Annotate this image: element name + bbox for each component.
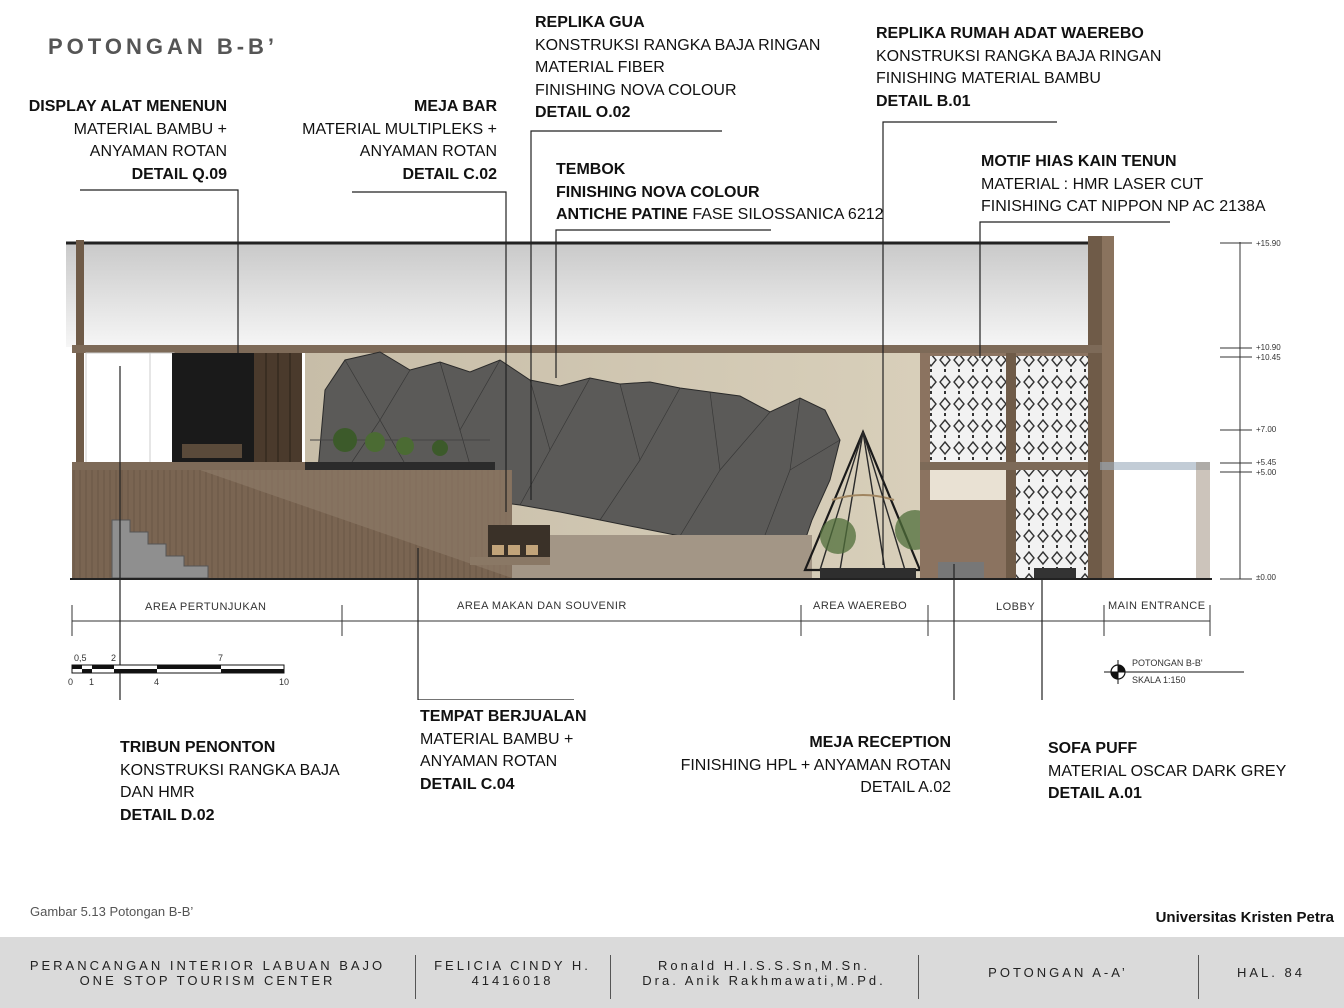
level-label: +10.45: [1256, 353, 1281, 362]
label-line: MATERIAL : HMR LASER CUT: [981, 175, 1204, 193]
level-label: +5.00: [1256, 468, 1277, 477]
label-detail: DETAIL C.02: [402, 165, 497, 183]
dining-floor: [512, 535, 812, 578]
scale-bar-label: 0,5: [74, 653, 87, 663]
figure-caption: Gambar 5.13 Potongan B-B’: [30, 904, 194, 919]
label-line: FASE SILOSSANICA 6212: [692, 206, 884, 223]
label-line: FINISHING HPL + ANYAMAN ROTAN: [680, 756, 951, 774]
label-heading: DISPLAY ALAT MENENUN: [28, 98, 227, 115]
footer-project-line: ONE STOP TOURISM CENTER: [79, 972, 336, 988]
scale-bar-label: 1: [89, 677, 95, 687]
zone-area-makan: AREA MAKAN DAN SOUVENIR: [457, 600, 627, 612]
label-tempat-berjualan: [420, 706, 587, 796]
zone-area-pertunjukan: AREA PERTUNJUKAN: [145, 601, 267, 613]
section-mark-scale: SKALA 1:150: [1132, 675, 1186, 685]
label-line: MATERIAL OSCAR DARK GREY: [1048, 762, 1287, 780]
footer-project-line: PERANCANGAN INTERIOR LABUAN BAJO: [29, 957, 386, 973]
label-heading: MEJA RECEPTION: [809, 734, 951, 751]
label-line: MATERIAL BAMBU +: [73, 120, 227, 138]
level-label: ±0.00: [1256, 573, 1276, 582]
label-line: FINISHING NOVA COLOUR: [535, 81, 737, 99]
label-tribun-penonton: [120, 737, 340, 827]
footer-advisors: [610, 937, 918, 1008]
label-line: ANYAMAN ROTAN: [89, 143, 227, 160]
scale-bar-label: 7: [218, 653, 224, 663]
label-line: DAN HMR: [120, 784, 195, 801]
scale-bar-label: 4: [154, 677, 160, 687]
label-heading: MEJA BAR: [414, 98, 497, 115]
label-heading: TEMBOK: [556, 161, 626, 178]
display-area: [86, 353, 302, 463]
university-name: Universitas Kristen Petra: [1155, 909, 1334, 926]
label-line: ANYAMAN ROTAN: [420, 753, 558, 770]
label-heading: TRIBUN PENONTON: [120, 739, 276, 756]
scale-bar-label: 10: [279, 677, 290, 687]
entrance-frame: [1196, 462, 1210, 578]
lobby-block: [920, 353, 1088, 578]
floor-beam-mid: [72, 462, 305, 470]
zone-area-waerebo: AREA WAEREBO: [813, 600, 908, 612]
label-line: FINISHING MATERIAL BAMBU: [876, 70, 1101, 87]
zone-lobby: LOBBY: [996, 601, 1036, 613]
section-mark-name: POTONGAN B-B': [1132, 658, 1203, 668]
label-heading: TEMPAT BERJUALAN: [420, 708, 587, 725]
label-line: KONSTRUKSI RANGKA BAJA RINGAN: [876, 47, 1162, 65]
label-heading: REPLIKA GUA: [535, 14, 645, 31]
label-heading: MOTIF HIAS KAIN TENUN: [981, 153, 1177, 170]
label-detail: DETAIL C.04: [420, 775, 515, 793]
footer-advisor: Dra. Anik Rakhmawati,M.Pd.: [642, 972, 886, 988]
label-line: MATERIAL MULTIPLEKS +: [302, 120, 497, 138]
footer-student-name: FELICIA CINDY H.: [434, 957, 591, 973]
level-label: +10.90: [1256, 343, 1281, 352]
level-label: +15.90: [1256, 239, 1281, 248]
footer-project: [0, 937, 415, 1008]
footer-student: [415, 937, 610, 1008]
level-axis: [1220, 242, 1252, 579]
label-detail: DETAIL Q.09: [131, 165, 227, 183]
label-line: FINISHING CAT NIPPON NP AC 2138A: [981, 198, 1266, 215]
label-line: KONSTRUKSI RANGKA BAJA RINGAN: [535, 36, 821, 54]
floor-beam-upper: [72, 345, 1102, 353]
label-line: MATERIAL BAMBU +: [420, 730, 574, 748]
entrance-canopy: [1100, 462, 1210, 470]
label-heading: SOFA PUFF: [1048, 740, 1138, 757]
label-line: KONSTRUKSI RANGKA BAJA: [120, 761, 340, 779]
label-heading: REPLIKA RUMAH ADAT WAEREBO: [876, 25, 1144, 42]
label-line: DETAIL A.02: [860, 779, 951, 796]
label-line: MATERIAL FIBER: [535, 59, 665, 76]
label-detail: DETAIL B.01: [876, 92, 971, 110]
label-line: FINISHING NOVA COLOUR: [556, 183, 760, 201]
footer-page: HAL. 84: [1237, 965, 1305, 980]
footer-advisor: Ronald H.I.S.S.Sn,M.Sn.: [657, 957, 871, 973]
scale-bar-label: 0: [68, 677, 74, 687]
footer-student-id: 41416018: [471, 972, 554, 988]
label-line: ANYAMAN ROTAN: [359, 143, 497, 160]
page-title: POTONGAN B-B’: [48, 34, 279, 59]
level-label: +7.00: [1256, 425, 1277, 434]
label-detail: DETAIL A.01: [1048, 785, 1142, 802]
footer-sheet: POTONGAN A-A’: [988, 965, 1128, 980]
label-detail: DETAIL O.02: [535, 104, 631, 121]
zone-main-entrance: MAIN ENTRANCE: [1108, 600, 1206, 612]
scale-bar-label: 2: [111, 653, 117, 663]
scale-bar: [72, 665, 284, 673]
footer-bar: [0, 937, 1344, 1008]
label-line: ANTICHE PATINE: [556, 206, 688, 223]
level-label: +5.45: [1256, 458, 1277, 467]
label-meja-reception: [681, 732, 951, 800]
label-detail: DETAIL D.02: [120, 806, 215, 824]
label-sofa-puff: [1048, 738, 1286, 806]
